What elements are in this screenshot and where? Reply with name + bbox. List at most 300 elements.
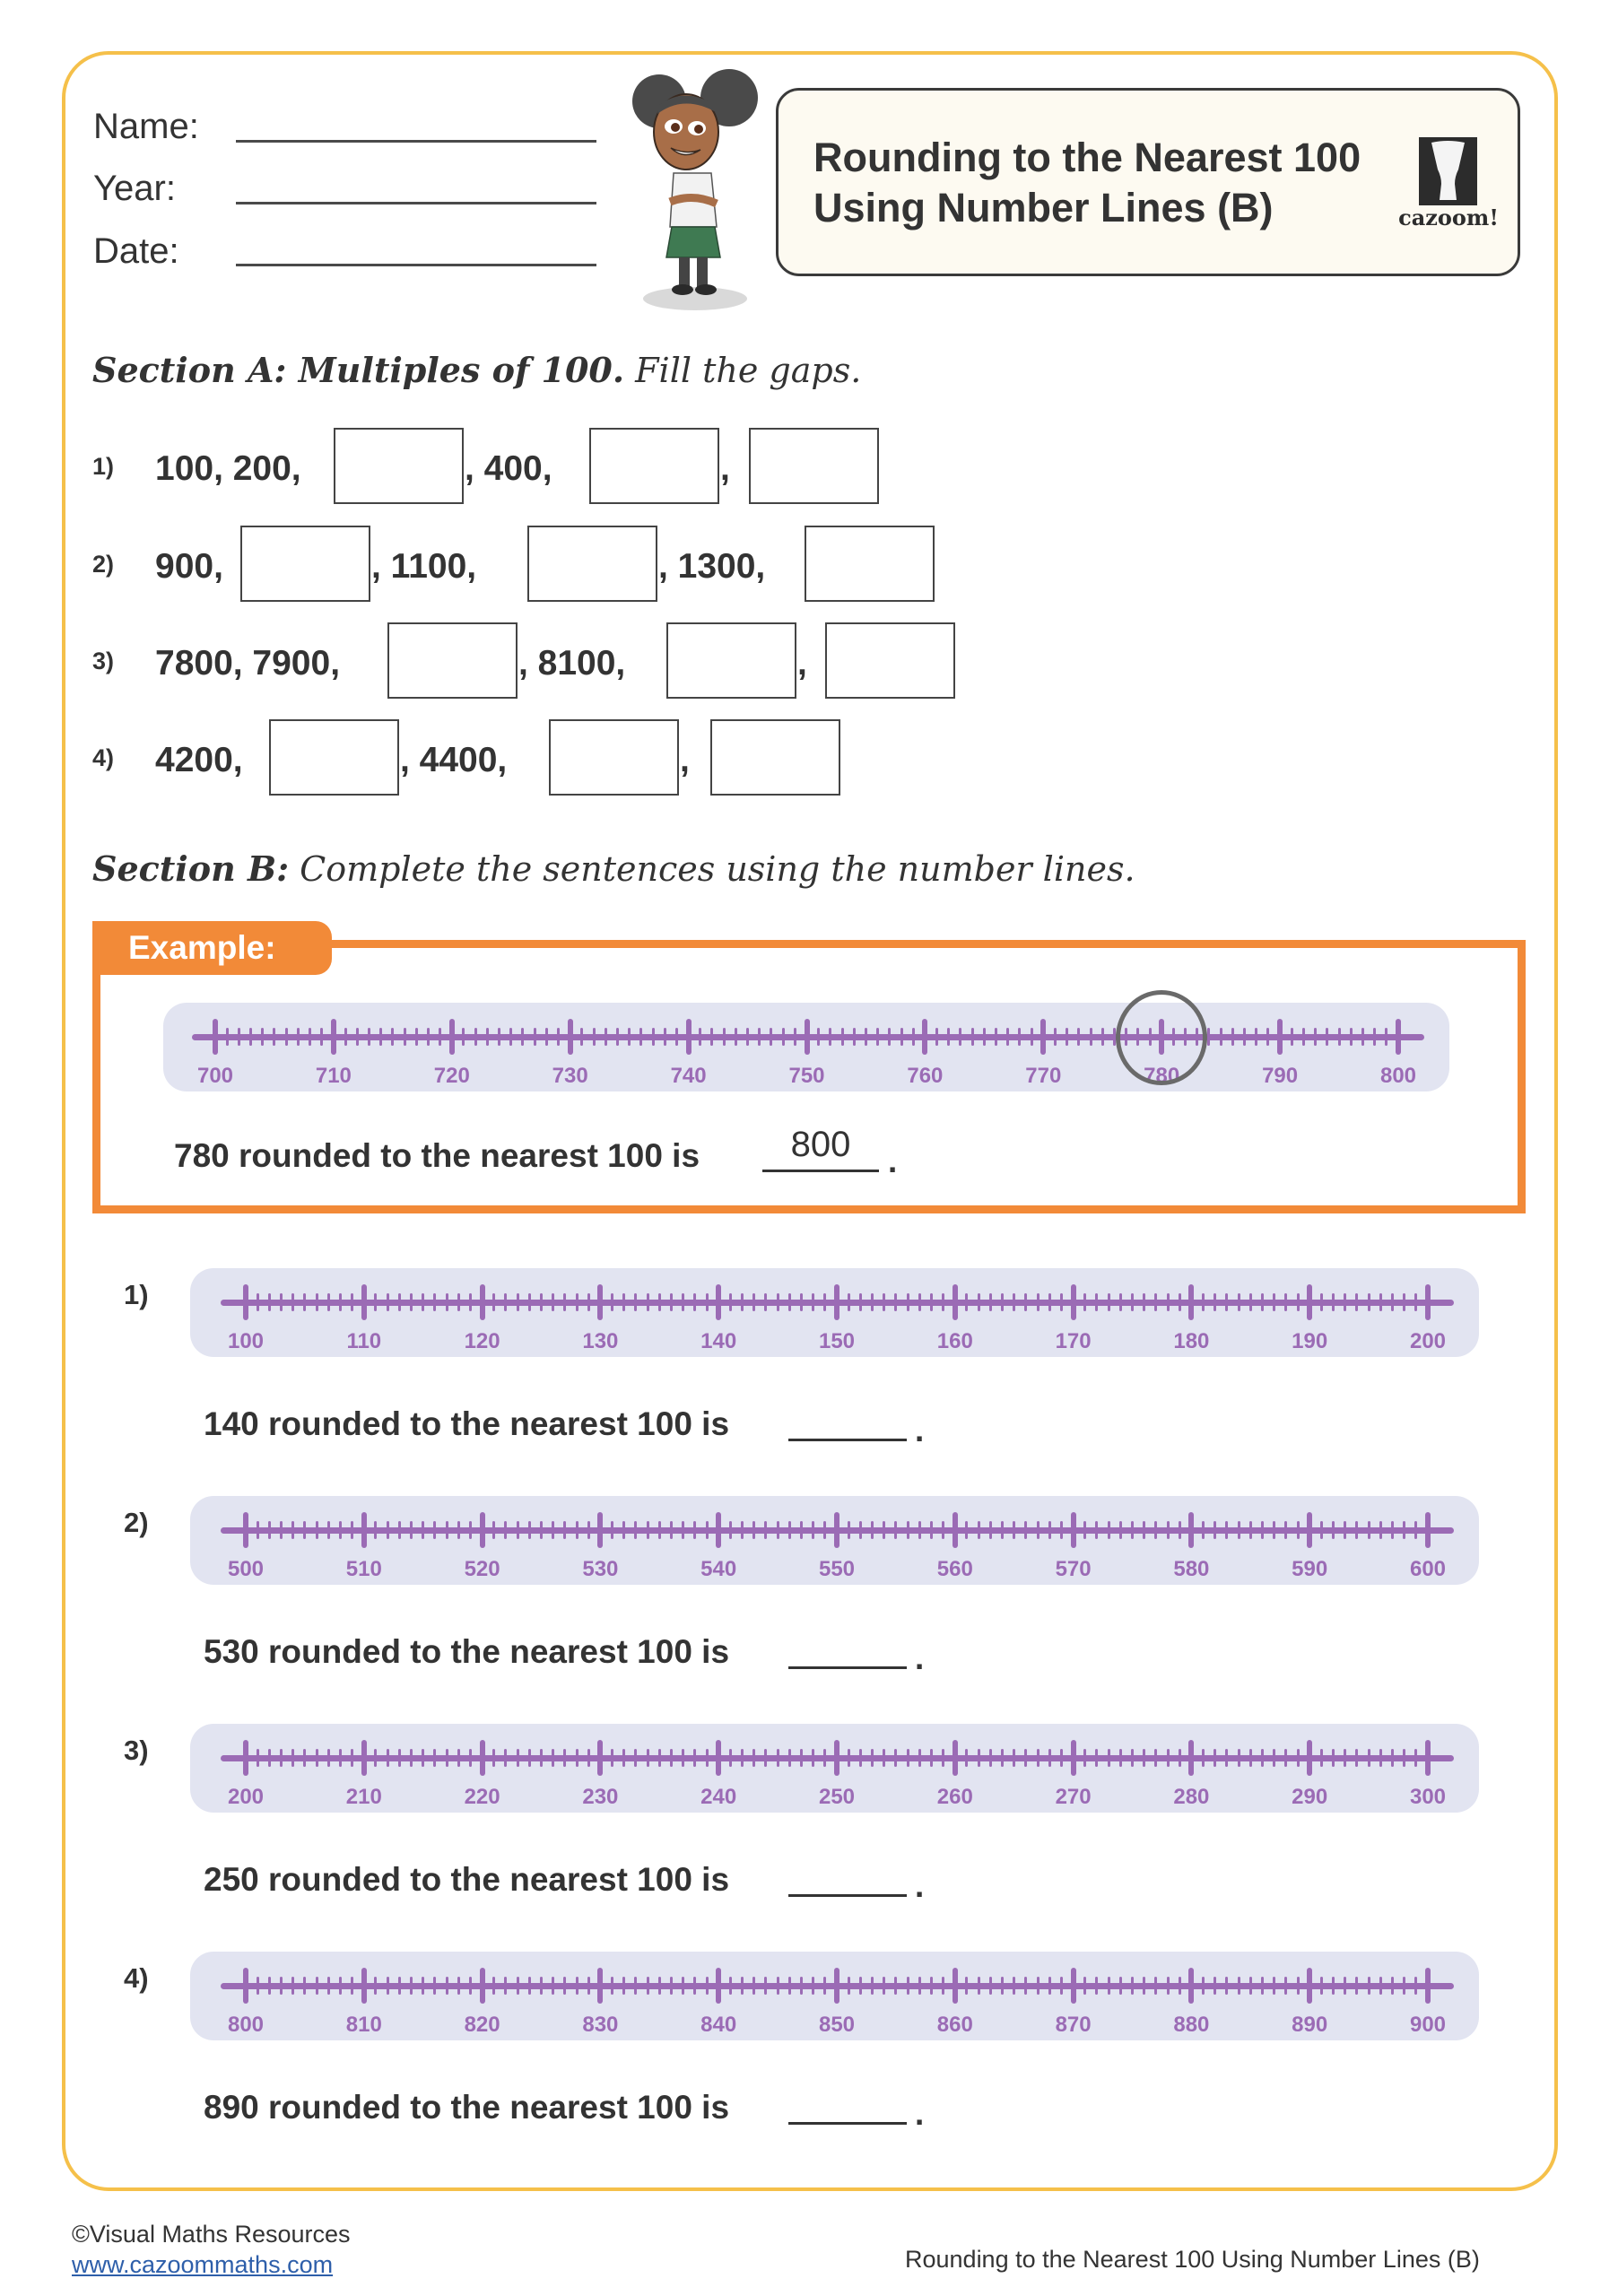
minor-tick	[291, 1977, 294, 1995]
minor-tick	[1083, 1521, 1086, 1539]
tick-label: 230	[582, 1785, 619, 1809]
minor-tick	[1001, 1749, 1004, 1767]
minor-tick	[752, 1977, 755, 1995]
minor-tick	[238, 1028, 240, 1046]
answer-box[interactable]	[589, 428, 719, 504]
minor-tick	[297, 1028, 300, 1046]
minor-tick	[871, 1293, 874, 1311]
minor-tick	[670, 1293, 673, 1311]
minor-tick	[918, 1293, 921, 1311]
minor-tick	[1414, 1749, 1417, 1767]
major-tick	[1188, 1740, 1194, 1776]
minor-tick	[812, 1977, 814, 1995]
minor-tick	[871, 1521, 874, 1539]
minor-tick	[1255, 1028, 1257, 1046]
minor-tick	[652, 1028, 655, 1046]
major-tick	[1071, 1512, 1076, 1548]
answer-box[interactable]	[549, 719, 679, 796]
tick-label: 290	[1292, 1785, 1328, 1809]
minor-tick	[469, 1749, 472, 1767]
minor-tick	[670, 1749, 673, 1767]
date-label: Date:	[93, 231, 179, 271]
minor-tick	[1143, 1977, 1145, 1995]
minor-tick	[859, 1293, 862, 1311]
minor-tick	[498, 1028, 500, 1046]
answer-box[interactable]	[527, 526, 657, 602]
minor-tick	[894, 1293, 897, 1311]
sequence-text: 7800, 7900,	[155, 644, 341, 683]
minor-tick	[517, 1749, 519, 1767]
minor-tick	[563, 1749, 566, 1767]
minor-tick	[1108, 1977, 1110, 1995]
minor-tick	[521, 1028, 524, 1046]
minor-tick	[1284, 1749, 1287, 1767]
minor-tick	[1297, 1521, 1300, 1539]
minor-tick	[540, 1293, 543, 1311]
answer-blank[interactable]	[788, 2122, 907, 2125]
minor-tick	[1101, 1028, 1104, 1046]
answer-blank[interactable]	[788, 1894, 907, 1897]
major-tick	[243, 1284, 248, 1320]
tick-label: 740	[670, 1064, 707, 1088]
minor-tick	[1001, 1521, 1004, 1539]
minor-tick	[1001, 1293, 1004, 1311]
minor-tick	[1066, 1028, 1068, 1046]
section-b-heading	[92, 848, 1135, 889]
major-tick	[953, 1740, 958, 1776]
tick-label: 890	[1292, 2013, 1328, 2037]
minor-tick	[587, 1977, 590, 1995]
minor-tick	[1297, 1977, 1300, 1995]
minor-tick	[865, 1028, 867, 1046]
minor-tick	[528, 1293, 531, 1311]
minor-tick	[433, 1977, 436, 1995]
major-tick	[480, 1284, 485, 1320]
minor-tick	[883, 1977, 885, 1995]
minor-tick	[1167, 1749, 1170, 1767]
minor-tick	[1355, 1521, 1358, 1539]
minor-tick	[777, 1977, 779, 1995]
name-field[interactable]	[236, 140, 596, 143]
minor-tick	[1202, 1521, 1205, 1539]
minor-tick	[1350, 1028, 1353, 1046]
minor-tick	[670, 1977, 673, 1995]
minor-tick	[848, 1521, 850, 1539]
minor-tick	[1013, 1977, 1015, 1995]
minor-tick	[316, 1977, 318, 1995]
tick-label: 260	[936, 1785, 973, 1809]
minor-tick	[611, 1521, 613, 1539]
question-number: 3)	[92, 648, 115, 674]
tick-label: 570	[1055, 1557, 1092, 1581]
minor-tick	[1108, 1521, 1110, 1539]
minor-tick	[735, 1028, 737, 1046]
minor-tick	[327, 1293, 330, 1311]
minor-tick	[291, 1749, 294, 1767]
tick-label: 120	[464, 1329, 500, 1353]
date-field[interactable]	[236, 264, 596, 266]
minor-tick	[971, 1028, 974, 1046]
minor-tick	[1284, 1521, 1287, 1539]
answer-box[interactable]	[387, 622, 518, 699]
major-tick	[597, 1968, 603, 2004]
major-tick	[922, 1019, 927, 1055]
minor-tick	[257, 1293, 259, 1311]
minor-tick	[410, 1977, 413, 1995]
minor-tick	[1238, 1749, 1240, 1767]
minor-tick	[752, 1293, 755, 1311]
major-tick	[480, 1512, 485, 1548]
minor-tick	[894, 1749, 897, 1767]
minor-tick	[504, 1977, 507, 1995]
minor-tick	[883, 1749, 885, 1767]
minor-tick	[876, 1028, 879, 1046]
minor-tick	[433, 1749, 436, 1767]
answer-box[interactable]	[825, 622, 955, 699]
minor-tick	[469, 1293, 472, 1311]
major-tick	[1040, 1019, 1046, 1055]
major-tick	[480, 1740, 485, 1776]
minor-tick	[268, 1521, 271, 1539]
minor-tick	[1379, 1977, 1382, 1995]
sequence-text: ,	[720, 449, 730, 488]
minor-tick	[729, 1521, 732, 1539]
minor-tick	[1131, 1977, 1134, 1995]
minor-tick	[907, 1977, 909, 1995]
major-tick	[361, 1512, 367, 1548]
tick-label: 200	[227, 1785, 265, 1809]
question-sentence: 250 rounded to the nearest 100 is	[204, 1861, 730, 1898]
minor-tick	[1261, 1293, 1264, 1311]
copyright-text: ©Visual Maths Resources	[72, 2221, 351, 2248]
tick-label: 560	[936, 1557, 973, 1581]
minor-tick	[729, 1749, 732, 1767]
minor-tick	[788, 1521, 791, 1539]
minor-tick	[699, 1028, 701, 1046]
major-tick	[1188, 1512, 1194, 1548]
minor-tick	[647, 1977, 649, 1995]
minor-tick	[1031, 1028, 1033, 1046]
minor-tick	[983, 1028, 986, 1046]
sentence-period: .	[888, 1143, 898, 1179]
minor-tick	[1179, 1977, 1181, 1995]
minor-tick	[794, 1028, 796, 1046]
minor-tick	[647, 1293, 649, 1311]
minor-tick	[557, 1028, 560, 1046]
minor-tick	[1344, 1521, 1346, 1539]
minor-tick	[918, 1977, 921, 1995]
minor-tick	[1048, 1293, 1051, 1311]
sequence-text: 100, 200,	[155, 449, 301, 488]
minor-tick	[1368, 1977, 1370, 1995]
minor-tick	[1154, 1293, 1157, 1311]
minor-tick	[729, 1293, 732, 1311]
minor-tick	[693, 1521, 696, 1539]
minor-tick	[611, 1977, 613, 1995]
minor-tick	[1379, 1293, 1382, 1311]
minor-tick	[1095, 1749, 1098, 1767]
minor-tick	[930, 1293, 933, 1311]
major-tick	[686, 1019, 692, 1055]
minor-tick	[433, 1293, 436, 1311]
minor-tick	[1143, 1293, 1145, 1311]
minor-tick	[1024, 1749, 1027, 1767]
minor-tick	[1291, 1028, 1293, 1046]
minor-tick	[528, 1521, 531, 1539]
minor-tick	[492, 1749, 495, 1767]
footer-left	[72, 2219, 351, 2280]
minor-tick	[563, 1293, 566, 1311]
minor-tick	[1332, 1749, 1335, 1767]
answer-box[interactable]	[269, 719, 399, 796]
minor-tick	[422, 1977, 424, 1995]
minor-tick	[706, 1521, 709, 1539]
minor-tick	[1225, 1521, 1228, 1539]
minor-tick	[398, 1749, 401, 1767]
minor-tick	[682, 1521, 684, 1539]
minor-tick	[303, 1293, 306, 1311]
tick-label: 100	[227, 1329, 265, 1353]
minor-tick	[1249, 1293, 1252, 1311]
minor-tick	[871, 1749, 874, 1767]
major-tick	[1188, 1968, 1194, 2004]
minor-tick	[1060, 1749, 1063, 1767]
tick-label: 170	[1055, 1329, 1092, 1353]
minor-tick	[770, 1028, 772, 1046]
minor-tick	[777, 1521, 779, 1539]
tick-label: 300	[1409, 1785, 1447, 1809]
minor-tick	[576, 1293, 578, 1311]
tick-label: 550	[818, 1557, 856, 1581]
minor-tick	[634, 1293, 637, 1311]
minor-tick	[764, 1977, 767, 1995]
minor-tick	[859, 1977, 862, 1995]
minor-tick	[800, 1749, 803, 1767]
minor-tick	[812, 1749, 814, 1767]
answer-box[interactable]	[749, 428, 879, 504]
minor-tick	[859, 1521, 862, 1539]
minor-tick	[706, 1749, 709, 1767]
section-a-title: Section A: Multiples of 100.	[92, 350, 625, 390]
minor-tick	[1273, 1293, 1275, 1311]
tick-label: 750	[788, 1064, 825, 1088]
minor-tick	[1179, 1293, 1181, 1311]
major-tick	[805, 1019, 810, 1055]
minor-tick	[1284, 1977, 1287, 1995]
minor-tick	[942, 1521, 944, 1539]
website-link[interactable]: www.cazoommaths.com	[72, 2251, 334, 2278]
tick-label: 900	[1409, 2013, 1447, 2037]
tick-label: 190	[1292, 1329, 1328, 1353]
section-a-instruction: Fill the gaps.	[624, 351, 862, 390]
minor-tick	[504, 1293, 507, 1311]
minor-tick	[611, 1293, 613, 1311]
minor-tick	[387, 1293, 389, 1311]
minor-tick	[942, 1749, 944, 1767]
minor-tick	[257, 1749, 259, 1767]
minor-tick	[1037, 1521, 1040, 1539]
minor-tick	[1131, 1749, 1134, 1767]
tick-label: 540	[700, 1557, 737, 1581]
minor-tick	[907, 1293, 909, 1311]
tick-label: 500	[227, 1557, 265, 1581]
minor-tick	[1119, 1977, 1122, 1995]
minor-tick	[1385, 1028, 1387, 1046]
minor-tick	[351, 1749, 353, 1767]
tick-label: 510	[345, 1557, 382, 1581]
minor-tick	[291, 1521, 294, 1539]
minor-tick	[1225, 1293, 1228, 1311]
minor-tick	[1391, 1293, 1394, 1311]
minor-tick	[611, 1749, 613, 1767]
major-tick	[1307, 1284, 1312, 1320]
minor-tick	[1024, 1293, 1027, 1311]
tick-label: 870	[1055, 2013, 1092, 2037]
minor-tick	[907, 1749, 909, 1767]
tick-label: 160	[936, 1329, 973, 1353]
minor-tick	[848, 1977, 850, 1995]
major-tick	[1277, 1019, 1283, 1055]
minor-tick	[1273, 1521, 1275, 1539]
minor-tick	[817, 1028, 820, 1046]
major-tick	[716, 1284, 721, 1320]
minor-tick	[1391, 1749, 1394, 1767]
answer-box[interactable]	[334, 428, 464, 504]
minor-tick	[647, 1749, 649, 1767]
major-tick	[1425, 1512, 1431, 1548]
minor-tick	[853, 1028, 856, 1046]
minor-tick	[1414, 1293, 1417, 1311]
minor-tick	[978, 1521, 980, 1539]
minor-tick	[1207, 1028, 1210, 1046]
answer-box[interactable]	[666, 622, 796, 699]
minor-tick	[280, 1749, 283, 1767]
minor-tick	[1037, 1293, 1040, 1311]
minor-tick	[800, 1977, 803, 1995]
minor-tick	[622, 1293, 625, 1311]
cazoom-logo-text: cazoom!	[1398, 204, 1499, 230]
minor-tick	[1391, 1977, 1394, 1995]
minor-tick	[764, 1749, 767, 1767]
minor-tick	[540, 1977, 543, 1995]
minor-tick	[404, 1028, 406, 1046]
minor-tick	[741, 1977, 744, 1995]
minor-tick	[320, 1028, 323, 1046]
minor-tick	[1414, 1521, 1417, 1539]
minor-tick	[989, 1977, 992, 1995]
minor-tick	[552, 1521, 554, 1539]
minor-tick	[327, 1521, 330, 1539]
minor-tick	[446, 1749, 448, 1767]
minor-tick	[647, 1521, 649, 1539]
minor-tick	[918, 1521, 921, 1539]
minor-tick	[752, 1521, 755, 1539]
minor-tick	[848, 1749, 850, 1767]
minor-tick	[989, 1521, 992, 1539]
minor-tick	[356, 1028, 359, 1046]
tick-label: 830	[582, 2013, 619, 2037]
minor-tick	[1083, 1293, 1086, 1311]
tick-label: 130	[582, 1329, 619, 1353]
minor-tick	[339, 1749, 342, 1767]
minor-tick	[788, 1977, 791, 1995]
minor-tick	[368, 1028, 370, 1046]
tick-label: 580	[1173, 1557, 1210, 1581]
minor-tick	[528, 1749, 531, 1767]
minor-tick	[552, 1749, 554, 1767]
title-line-1: Rounding to the Nearest 100	[813, 135, 1361, 180]
question-sentence: 890 rounded to the nearest 100 is	[204, 2089, 730, 2126]
question-number: 1)	[92, 453, 115, 480]
tick-label: 850	[818, 2013, 856, 2037]
major-tick	[834, 1512, 839, 1548]
sequence-text: , 4400,	[400, 741, 508, 779]
minor-tick	[492, 1293, 495, 1311]
sequence-text: 4200,	[155, 741, 243, 779]
highlight-circle	[1116, 990, 1207, 1088]
minor-tick	[1220, 1028, 1222, 1046]
major-tick	[243, 1512, 248, 1548]
minor-tick	[675, 1028, 678, 1046]
major-tick	[1188, 1284, 1194, 1320]
minor-tick	[1261, 1521, 1264, 1539]
tick-label: 880	[1173, 2013, 1210, 2037]
cazoom-logo-drum-icon	[1419, 137, 1477, 205]
minor-tick	[978, 1293, 980, 1311]
sentence-period: .	[915, 1867, 925, 1904]
minor-tick	[457, 1521, 460, 1539]
minor-tick	[257, 1521, 259, 1539]
minor-tick	[1001, 1977, 1004, 1995]
year-field[interactable]	[236, 202, 596, 204]
minor-tick	[777, 1293, 779, 1311]
minor-tick	[823, 1293, 826, 1311]
major-tick	[953, 1968, 958, 2004]
minor-tick	[1167, 1977, 1170, 1995]
year-label: Year:	[93, 169, 176, 208]
minor-tick	[978, 1977, 980, 1995]
answer-blank[interactable]	[788, 1439, 907, 1441]
minor-tick	[226, 1028, 229, 1046]
major-tick	[1307, 1740, 1312, 1776]
minor-tick	[1344, 1293, 1346, 1311]
answer-box[interactable]	[805, 526, 935, 602]
minor-tick	[907, 1521, 909, 1539]
minor-tick	[457, 1293, 460, 1311]
minor-tick	[1297, 1293, 1300, 1311]
answer-box[interactable]	[710, 719, 840, 796]
minor-tick	[1131, 1293, 1134, 1311]
minor-tick	[1261, 1749, 1264, 1767]
minor-tick	[693, 1749, 696, 1767]
answer-box[interactable]	[240, 526, 370, 602]
minor-tick	[788, 1293, 791, 1311]
minor-tick	[469, 1521, 472, 1539]
footer-title: Rounding to the Nearest 100 Using Number Lines (B)	[905, 2246, 1480, 2273]
minor-tick	[303, 1749, 306, 1767]
minor-tick	[291, 1293, 294, 1311]
minor-tick	[427, 1028, 430, 1046]
minor-tick	[303, 1521, 306, 1539]
minor-tick	[989, 1749, 992, 1767]
minor-tick	[829, 1028, 831, 1046]
answer-blank[interactable]	[788, 1666, 907, 1669]
minor-tick	[1167, 1521, 1170, 1539]
minor-tick	[1249, 1977, 1252, 1995]
minor-tick	[387, 1977, 389, 1995]
minor-tick	[883, 1293, 885, 1311]
major-tick	[243, 1740, 248, 1776]
